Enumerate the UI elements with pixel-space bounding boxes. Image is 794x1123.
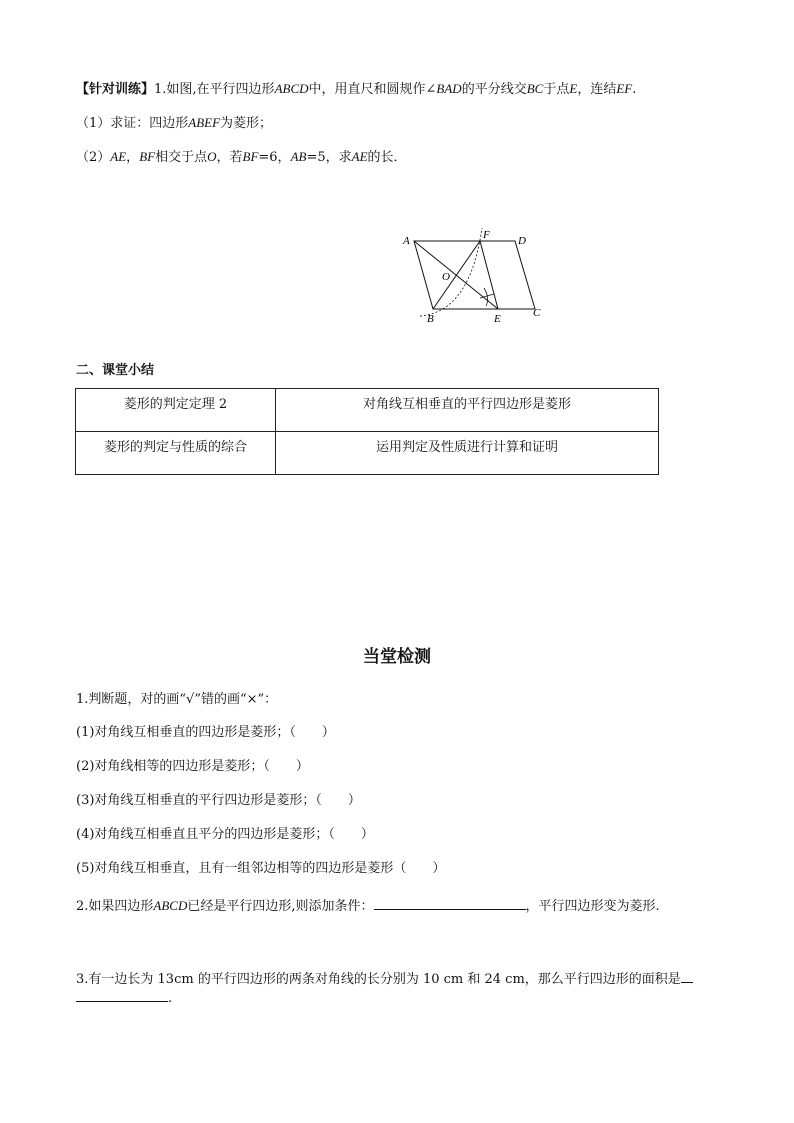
label-a: A <box>403 235 410 247</box>
parallelogram-figure <box>400 222 550 327</box>
table-cell: 菱形的判定定理 2 <box>76 389 276 432</box>
practice-part-2: （2）AE，BF相交于点O，若BF=6，AB=5，求AE的长． <box>76 149 407 165</box>
section-title: 当堂检测 <box>363 647 431 667</box>
practice-question-1: 【针对训练】1.如图,在平行四边形ABCD中，用直尺和圆规作∠BAD的平分线交BC于点E，连结EF. <box>76 81 637 97</box>
table-row <box>76 432 659 475</box>
test-question-2: 2.如果四边形ABCD已经是平行四边形,则添加条件： ，平行四边形变为菱形. <box>76 898 660 914</box>
table-cell: 菱形的判定与性质的综合 <box>76 432 276 475</box>
label-c: C <box>533 307 541 319</box>
label-e: E <box>494 313 501 325</box>
answer-blank[interactable] <box>681 969 693 983</box>
practice-tag: 【针对训练】 <box>76 82 155 97</box>
label-d: D <box>518 235 526 247</box>
test-question-3: 3.有一边长为 13cm 的平行四边形的两条对角线的长分别为 10 cm 和 24 cm，那么平行四边形的面积是 <box>76 968 693 987</box>
answer-blank[interactable] <box>374 896 526 910</box>
segment-ae <box>414 241 498 309</box>
list-item: (4)对角线互相垂直且平分的四边形是菱形；（ ） <box>76 827 374 842</box>
label-b: B <box>427 313 434 325</box>
table-row <box>76 389 659 432</box>
list-item: (5)对角线互相垂直，且有一组邻边相等的四边形是菱形（ ） <box>76 861 446 876</box>
table-cell: 运用判定及性质进行计算和证明 <box>276 432 659 475</box>
label-o: O <box>442 271 450 283</box>
practice-part-1: （1）求证：四边形ABEF为菱形； <box>76 115 273 131</box>
list-item: (2)对角线相等的四边形是菱形；（ ） <box>76 759 309 774</box>
test-question-1: 1.判断题，对的画“√”错的画“×”： <box>76 692 278 707</box>
table-cell: 对角线互相垂直的平行四边形是菱形 <box>276 389 659 432</box>
label-f: F <box>483 229 490 241</box>
parallelogram-abcd <box>414 241 535 309</box>
segment-fe <box>480 241 498 309</box>
test-question-3-continued: . <box>76 988 172 1006</box>
summary-heading: 二、课堂小结 <box>76 363 155 378</box>
answer-blank[interactable] <box>76 988 168 1002</box>
summary-table <box>75 388 659 475</box>
list-item: (1)对角线互相垂直的四边形是菱形；（ ） <box>76 725 335 740</box>
list-item: (3)对角线互相垂直的平行四边形是菱形；（ ） <box>76 793 361 808</box>
